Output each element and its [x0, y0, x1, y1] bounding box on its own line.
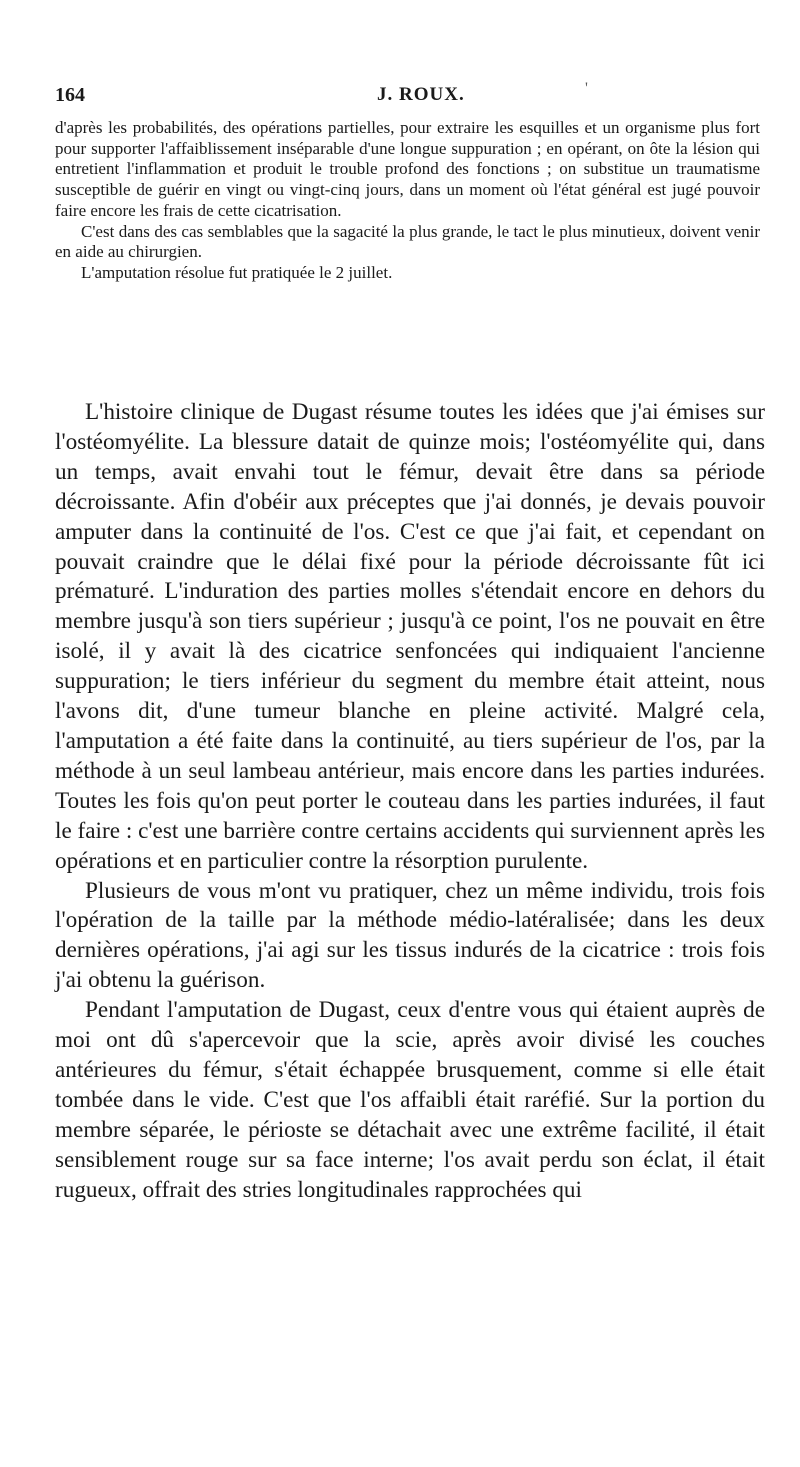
main-text-block: [55, 398, 765, 1205]
main-paragraph-1: L'histoire clinique de Dugast résume toutes les idées que j'ai émises sur l'ostéomyélite. La blessure datait de quinze mois; l'ostéomyélite qui, dans un temps, avait envahi tout le fémur, devait être dans sa période décroissante. Afin d'obéir aux préceptes que j'ai donnés, je devais pouvoir amputer dans la continuité de l'os. C'est ce que j'ai fait, et cependant on pouvait craindre que le délai fixé pour la période décroissante fût ici prématuré. L'induration des parties molles s'étendait encore en dehors du membre jusqu'à son tiers supérieur ; jusqu'à ce point, l'os ne pouvait en être isolé, il y avait là des cicatrice senfoncées qui indiquaient l'ancienne suppuration; le tiers inférieur du segment du membre était atteint, nous l'avons dit, d'une tumeur blanche en pleine activité. Malgré cela, l'amputation a été faite dans la continuité, au tiers supérieur de l'os, par la méthode à un seul lambeau antérieur, mais encore dans les parties indurées. Toutes les fois qu'on peut porter le couteau dans les parties indurées, il faut le faire : c'est une barrière contre certains accidents qui surviennent après les opérations et en particulier contre la résorption purulente.: [55, 399, 765, 874]
small-paragraph-1: C'est dans des cas semblables que la sagacité la plus grande, le tact le plus minutieux, doivent venir en aide au chirurgien.: [55, 221, 760, 262]
page-header: [55, 80, 760, 110]
running-head: J. ROUX.: [377, 84, 465, 105]
header-mark: ': [585, 80, 588, 97]
main-paragraph-2: Plusieurs de vous m'ont vu pratiquer, chez un même individu, trois fois l'opération de la taille par la méthode médio-latéralisée; dans les deux dernières opérations, j'ai agi sur les tissus indurés de la cicatrice : trois fois j'ai obtenu la guérison.: [55, 877, 765, 994]
small-print-block: [55, 118, 760, 284]
page-number: 164: [55, 84, 85, 106]
small-paragraph-2: L'amputation résolue fut pratiquée le 2 juillet.: [81, 262, 393, 282]
continuation-paragraph: d'après les probabilités, des opérations partielles, pour extraire les esquilles et un organisme plus fort pour supporter l'affaiblissement inséparable d'une longue suppuration ; en opérant, on ôte la lésion qui entretient l'inflammation et produit le trouble profond des fonctions ; on substitue un traumatisme susceptible de guérir en vingt ou vingt-cinq jours, dans un moment où l'état général est jugé pouvoir faire encore les frais de cette cicatrisation.: [55, 118, 760, 220]
main-paragraph-3: Pendant l'amputation de Dugast, ceux d'entre vous qui étaient auprès de moi ont dû s'apercevoir que la scie, après avoir divisé les couches antérieures du fémur, s'était échappée brusquement, comme si elle était tombée dans le vide. C'est que l'os affaibli était raréfié. Sur la portion du membre séparée, le périoste se détachait avec une extrême facilité, il était sensiblement rouge sur sa face interne; l'os avait perdu son éclat, il était rugueux, offrait des stries longitudinales rapprochées qui: [55, 997, 765, 1203]
